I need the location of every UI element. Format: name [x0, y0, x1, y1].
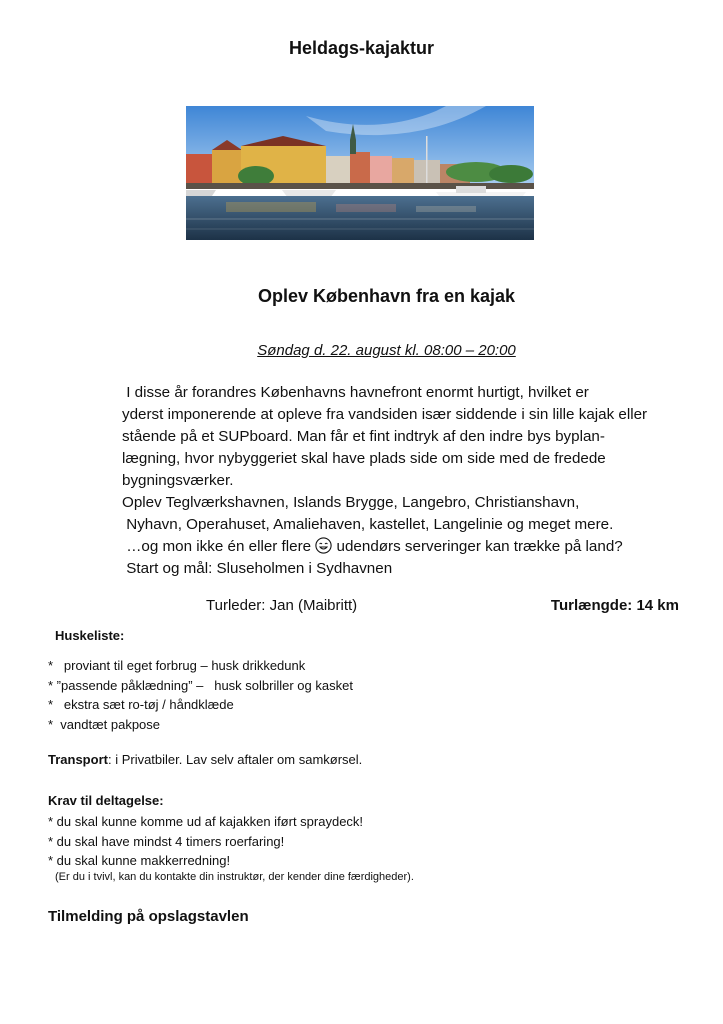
- list-item: * ”passende påklædning” – husk solbriller og kasket: [48, 677, 353, 693]
- smiley-line-before: …og mon ikke én eller flere: [122, 538, 316, 555]
- list-item: * du skal kunne komme ud af kajakken iført spraydeck!: [48, 814, 364, 829]
- requirements-heading: Krav til deltagelse:: [48, 793, 164, 808]
- page-title: Heldags-kajaktur: [288, 38, 435, 58]
- intro-line: I disse år forandres Københavns havnefront enormt hurtigt, hvilket er: [122, 384, 589, 401]
- requirements-note: (Er du i tvivl, kan du kontakte din instruktør, der kender dine færdigheder).: [55, 871, 414, 883]
- transport-info: [48, 752, 362, 767]
- packing-list-heading: Huskeliste:: [55, 628, 125, 643]
- event-date: Søndag d. 22. august kl. 08:00 – 20:00: [257, 342, 516, 359]
- smiley-icon: [315, 537, 332, 554]
- requirements-list: [48, 812, 363, 871]
- subtitle: Oplev København fra en kajak: [257, 286, 516, 306]
- intro-line: yderst imponerende at opleve fra vandsiden især siddende i sin lille kajak eller: [122, 406, 648, 423]
- intro-line: lægning, hvor nybyggeriet skal have plads side om side med de fredede: [122, 450, 606, 467]
- list-item: * du skal have mindst 4 timers roerfaring!: [48, 833, 285, 849]
- list-item: * ekstra sæt ro-tøj / håndklæde: [48, 697, 234, 712]
- smiley-line: [122, 536, 682, 558]
- list-item: * du skal kunne makkerredning!: [48, 853, 231, 868]
- list-item: * proviant til eget forbrug – husk drikkedunk: [48, 658, 306, 673]
- intro-line: bygningsværker.: [122, 472, 234, 489]
- harbour-photo: [186, 106, 534, 240]
- smiley-line-after: udendørs serveringer kan trække på land?: [332, 538, 623, 555]
- transport-text: : i Privatbiler. Lav selv aftaler om samkørsel.: [107, 752, 363, 767]
- transport-label: Transport: [48, 752, 108, 767]
- tour-length: Turlængde: 14 km: [550, 597, 679, 614]
- signup-notice: Tilmelding på opslagstavlen: [48, 908, 249, 925]
- intro-line: Nyhavn, Operahuset, Amaliehaven, kastellet, Langelinie og meget mere.: [122, 516, 614, 533]
- intro-text: [122, 382, 682, 580]
- intro-line: Oplev Teglværkshavnen, Islands Brygge, Langebro, Christianshavn,: [122, 494, 580, 511]
- start-line: Start og mål: Sluseholmen i Sydhavnen: [122, 560, 393, 577]
- packing-list: [48, 656, 353, 734]
- intro-line: stående på et SUPboard. Man får et fint indtryk af den indre bys byplan-: [122, 428, 605, 445]
- tour-leader: Turleder: Jan (Maibritt): [206, 597, 358, 614]
- list-item: * vandtæt pakpose: [48, 716, 161, 732]
